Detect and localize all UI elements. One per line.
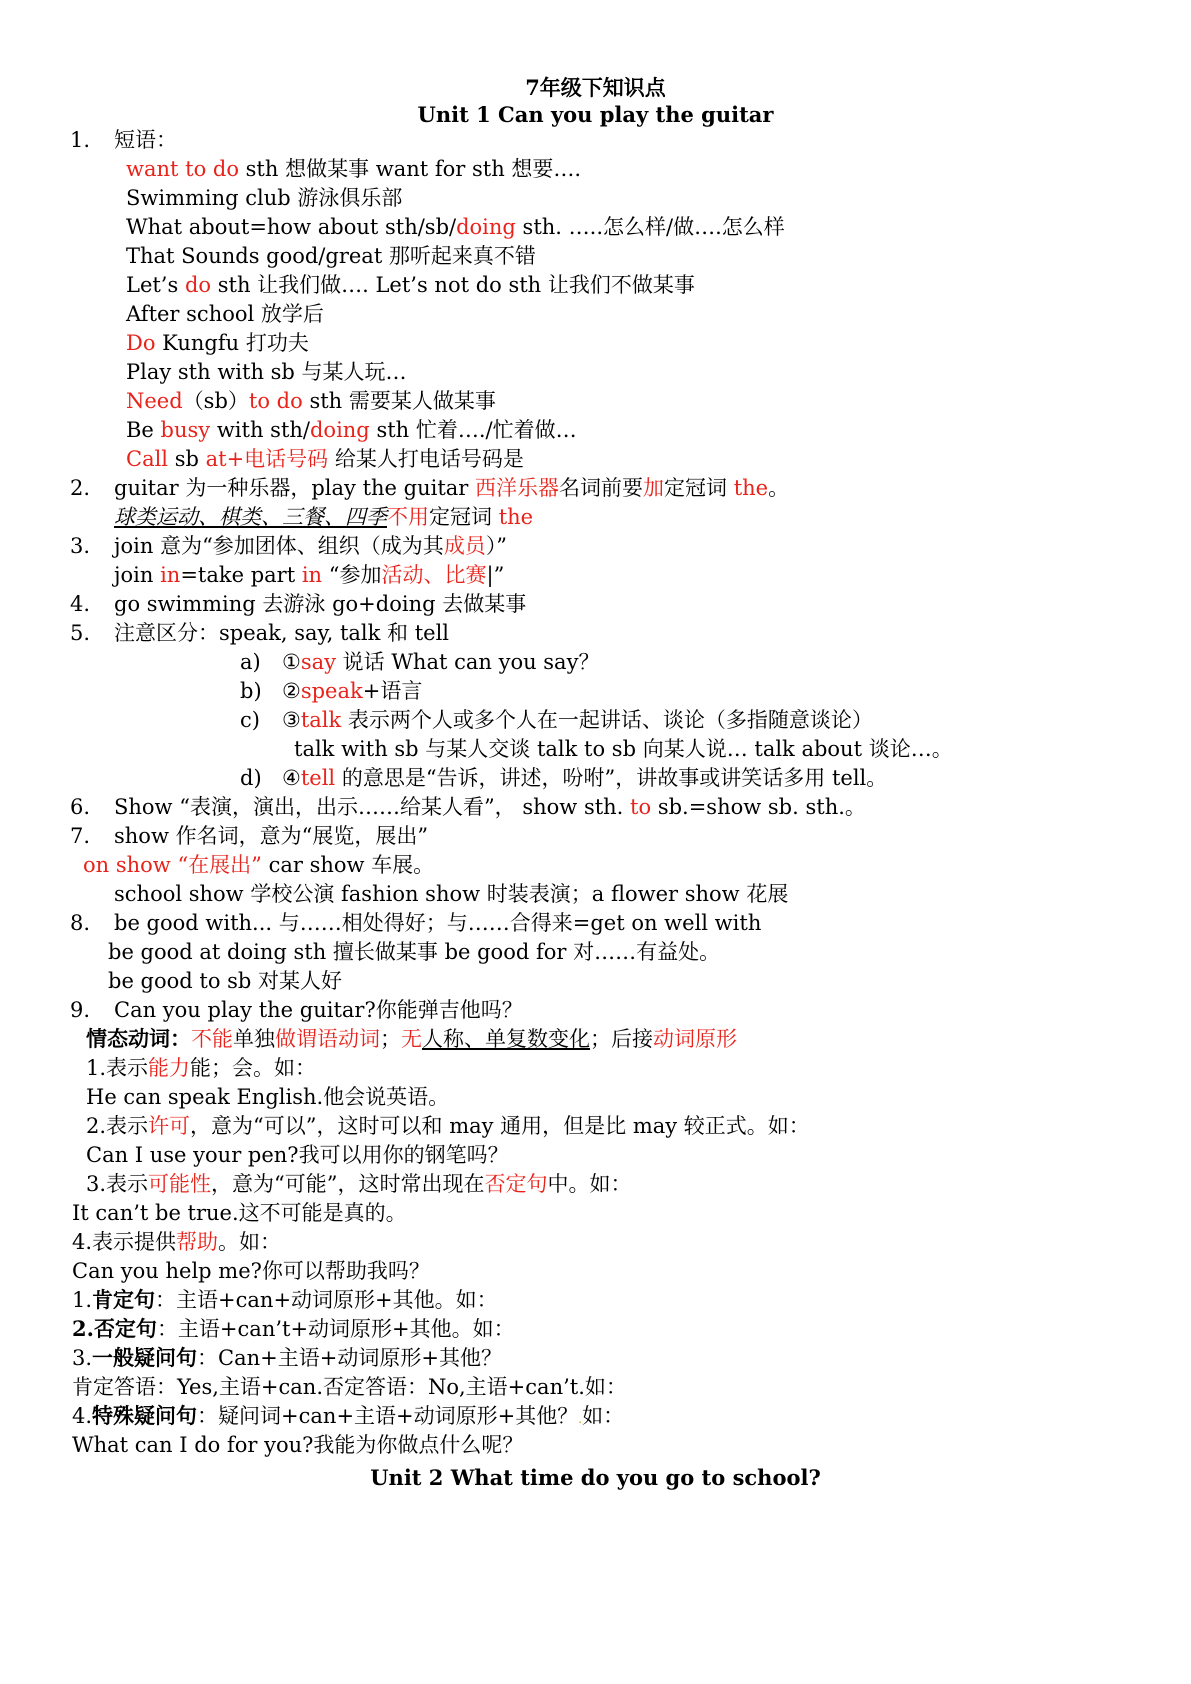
- text: sth 想做某事 want for sth 想要….: [238, 157, 582, 181]
- example-line: Can I use your pen?我可以用你的钢笔吗？: [86, 1143, 509, 1167]
- text: ④: [282, 766, 301, 790]
- text: 1.: [72, 1288, 93, 1312]
- note-line: be good at doing sth 擅长做某事 be good for 对……有益处。: [108, 940, 721, 964]
- text: （sb）: [182, 389, 249, 413]
- item-number: 9.: [70, 998, 91, 1022]
- red-text: 不用: [387, 505, 429, 529]
- text: ②: [282, 679, 301, 703]
- item-number: 5.: [70, 621, 91, 645]
- text: 。: [768, 476, 790, 500]
- phrase-line: That Sounds good/great 那听起来真不错: [126, 244, 536, 268]
- red-text: tell: [300, 766, 336, 790]
- form-line: [72, 1343, 502, 1373]
- unit2-title: Unit 2 What time do you go to school?: [370, 1465, 821, 1490]
- sub-item-label: b): [240, 679, 262, 703]
- item-number: 8.: [70, 911, 91, 935]
- red-text: 做谓语动词: [275, 1027, 380, 1051]
- stray-mark: .: [578, 1412, 583, 1426]
- phrase-line: [126, 154, 581, 184]
- red-text: at+电话号码: [205, 447, 329, 471]
- note-line: show 作名词，意为“展览，展出”: [114, 824, 429, 848]
- text: sth. …..怎么样/做….怎么样: [515, 215, 785, 239]
- sub-item: [282, 647, 599, 677]
- item-number: 7.: [70, 824, 91, 848]
- doc-title: 7年级下知识点: [525, 75, 666, 100]
- note-line: [114, 502, 533, 532]
- text: 名词前要: [559, 476, 643, 500]
- item-number: 4.: [70, 592, 91, 616]
- bold-text: 情态动词：: [86, 1026, 191, 1051]
- red-text: 西洋乐器: [475, 476, 559, 500]
- sub-item: [282, 763, 887, 793]
- phrase-line: [126, 444, 524, 474]
- text: join: [114, 563, 161, 587]
- note-line: school show 学校公演 fashion show 时装表演；a flower show 花展: [114, 882, 789, 906]
- text: 3.: [72, 1346, 93, 1370]
- text: ③: [282, 708, 301, 732]
- text: 1.表示: [86, 1056, 149, 1080]
- text: ；: [380, 1027, 401, 1051]
- phrase-line: Swimming club 游泳俱乐部: [126, 186, 403, 210]
- text: +语言: [362, 679, 423, 703]
- red-text: 可能性: [148, 1172, 212, 1196]
- note-line: 注意区分：speak, say, talk 和 tell: [114, 621, 450, 645]
- red-text: the: [733, 476, 769, 500]
- bold-text: 否定句: [93, 1316, 157, 1341]
- text: 4.表示提供: [72, 1230, 177, 1254]
- red-text: in: [160, 563, 181, 587]
- text: ；后接: [590, 1027, 653, 1051]
- red-text: 不能: [191, 1027, 233, 1051]
- text: 说话 What can you say？: [336, 650, 600, 674]
- red-text: 否定句: [484, 1172, 548, 1196]
- text: 如：: [582, 1404, 625, 1428]
- example-line: He can speak English.他会说英语。: [86, 1085, 450, 1109]
- usage-line: [86, 1053, 316, 1083]
- text: with sth/: [210, 418, 310, 442]
- text: What about=how about sth/sb/: [126, 215, 457, 239]
- sub-item: [282, 676, 422, 706]
- red-text: 能力: [148, 1056, 191, 1080]
- red-text: busy: [160, 418, 211, 442]
- text: 能；会。如：: [190, 1056, 317, 1080]
- form-line: [72, 1314, 515, 1344]
- note-line: go swimming 去游泳 go+doing 去做某事: [114, 592, 527, 616]
- text: “参加: [322, 563, 382, 587]
- bold-text: 2.: [72, 1316, 94, 1341]
- sub-item-label: d): [240, 766, 262, 790]
- text: sb: [168, 447, 206, 471]
- example-line: It can’t be true.这不可能是真的。: [72, 1201, 407, 1225]
- red-text: Do: [126, 331, 156, 355]
- note-line: be good to sb 对某人好: [108, 969, 343, 993]
- text: 表示两个人或多个人在一起讲话、谈论（多指随意谈论）: [341, 708, 873, 732]
- red-text: say: [300, 650, 336, 674]
- red-text: to do: [248, 389, 303, 413]
- text: 定冠词: [429, 505, 499, 529]
- text: car show 车展。: [261, 853, 435, 877]
- text: sth 忙着…./忙着做…: [369, 418, 577, 442]
- text: join 意为“参加团体、组织（成为其: [114, 534, 444, 558]
- text: ，意为“可能”，这时常出现在: [211, 1172, 485, 1196]
- red-text: to: [630, 795, 652, 819]
- phrase-line: Play sth with sb 与某人玩…: [126, 360, 407, 384]
- red-text: on show “在展出”: [83, 853, 262, 877]
- text: |”: [486, 563, 505, 587]
- modal-verb-rule: [86, 1024, 737, 1054]
- text: 4.: [72, 1404, 93, 1428]
- red-text: the: [498, 505, 534, 529]
- note-line: [114, 531, 507, 561]
- usage-line: [72, 1227, 281, 1257]
- note-line: [83, 850, 434, 880]
- red-text: 活动、比赛: [381, 563, 487, 587]
- sub-item: talk with sb 与某人交谈 talk to sb 向某人说… talk about 谈论…。: [294, 737, 953, 761]
- usage-line: [86, 1111, 810, 1141]
- text: ）”: [485, 534, 508, 558]
- usage-line: [86, 1169, 632, 1199]
- note-line: [114, 560, 504, 590]
- text: 的意思是“告诉，讲述，吩咐”，讲故事或讲笑话多用 tell。: [335, 766, 888, 790]
- red-text: Need: [126, 389, 183, 413]
- text: guitar 为一种乐器，play the guitar: [114, 476, 475, 500]
- text: ，意为“可以”，这时可以和 may 通用，但是比 may 较正式。如：: [190, 1114, 810, 1138]
- unit1-title: Unit 1 Can you play the guitar: [417, 102, 774, 127]
- text: Be: [126, 418, 161, 442]
- text: ：疑问词+can+主语+动词原形+其他？: [197, 1404, 579, 1428]
- underlined-text: 人称、单复数变化: [422, 1027, 590, 1051]
- phrase-line: [126, 415, 577, 445]
- red-text: 无: [401, 1027, 422, 1051]
- red-text: Call: [126, 447, 169, 471]
- example-line: What can I do for you?我能为你做点什么呢？: [72, 1433, 524, 1457]
- text: ：主语+can’t+动词原形+其他。如：: [156, 1317, 515, 1341]
- red-text: doing: [309, 418, 370, 442]
- item-number: 1.: [70, 128, 91, 152]
- note-line: Can you play the guitar?你能弹吉他吗？: [114, 998, 523, 1022]
- text: sth 需要某人做某事: [302, 389, 496, 413]
- phrase-line: [126, 328, 309, 358]
- bold-text: 肯定句: [92, 1287, 156, 1312]
- phrase-line: [126, 386, 496, 416]
- text: ：主语+can+动词原形+其他。如：: [155, 1288, 498, 1312]
- red-text: speak: [300, 679, 363, 703]
- text: Show “表演，演出，出示……给某人看”， show sth.: [114, 795, 631, 819]
- text: sth 让我们做…. Let’s not do sth 让我们不做某事: [211, 273, 695, 297]
- red-text: 加: [643, 476, 664, 500]
- red-text: want to do: [126, 157, 239, 181]
- text: ①: [282, 650, 301, 674]
- text: 。如：: [218, 1230, 282, 1254]
- bold-text: 一般疑问句: [92, 1345, 198, 1370]
- text: 单独: [233, 1027, 275, 1051]
- sub-item: [282, 705, 873, 735]
- note-line: [114, 473, 789, 503]
- text: Let’s: [126, 273, 185, 297]
- text: 3.表示: [86, 1172, 149, 1196]
- text: sb.=show sb. sth.。: [651, 795, 866, 819]
- text: ：Can+主语+动词原形+其他？: [197, 1346, 502, 1370]
- phrase-line: After school 放学后: [126, 302, 324, 326]
- section-heading: 短语：: [114, 128, 177, 152]
- text: 给某人打电话号码是: [328, 447, 524, 471]
- red-text: talk: [300, 708, 342, 732]
- item-number: 6.: [70, 795, 91, 819]
- red-text: in: [301, 563, 323, 587]
- sub-item-label: c): [240, 708, 260, 732]
- underlined-text: 球类运动、棋类、三餐、四季: [114, 505, 387, 529]
- red-text: do: [184, 273, 212, 297]
- example-line: Can you help me?你可以帮助我吗？: [72, 1259, 430, 1283]
- form-line: [72, 1285, 498, 1315]
- item-number: 2.: [70, 476, 91, 500]
- red-text: 动词原形: [653, 1027, 737, 1051]
- bold-text: 特殊疑问句: [92, 1403, 198, 1428]
- text: Kungfu 打功夫: [155, 331, 309, 355]
- phrase-line: [126, 212, 785, 242]
- sub-item-label: a): [240, 650, 261, 674]
- item-number: 3.: [70, 534, 91, 558]
- phrase-line: [126, 270, 695, 300]
- text: 定冠词: [664, 476, 734, 500]
- text: 中。如：: [547, 1172, 632, 1196]
- note-line: be good with... 与……相处得好；与……合得来=get on well with: [114, 911, 762, 935]
- form-line: 肯定答语：Yes,主语+can.否定答语：No,主语+can’t.如：: [72, 1375, 627, 1399]
- red-text: doing: [456, 215, 516, 239]
- red-text: 帮助: [176, 1230, 219, 1254]
- red-text: 成员: [443, 534, 486, 558]
- note-line: [114, 792, 866, 822]
- red-text: 许可: [148, 1114, 191, 1138]
- text: 2.表示: [86, 1114, 149, 1138]
- text: =take part: [180, 563, 302, 587]
